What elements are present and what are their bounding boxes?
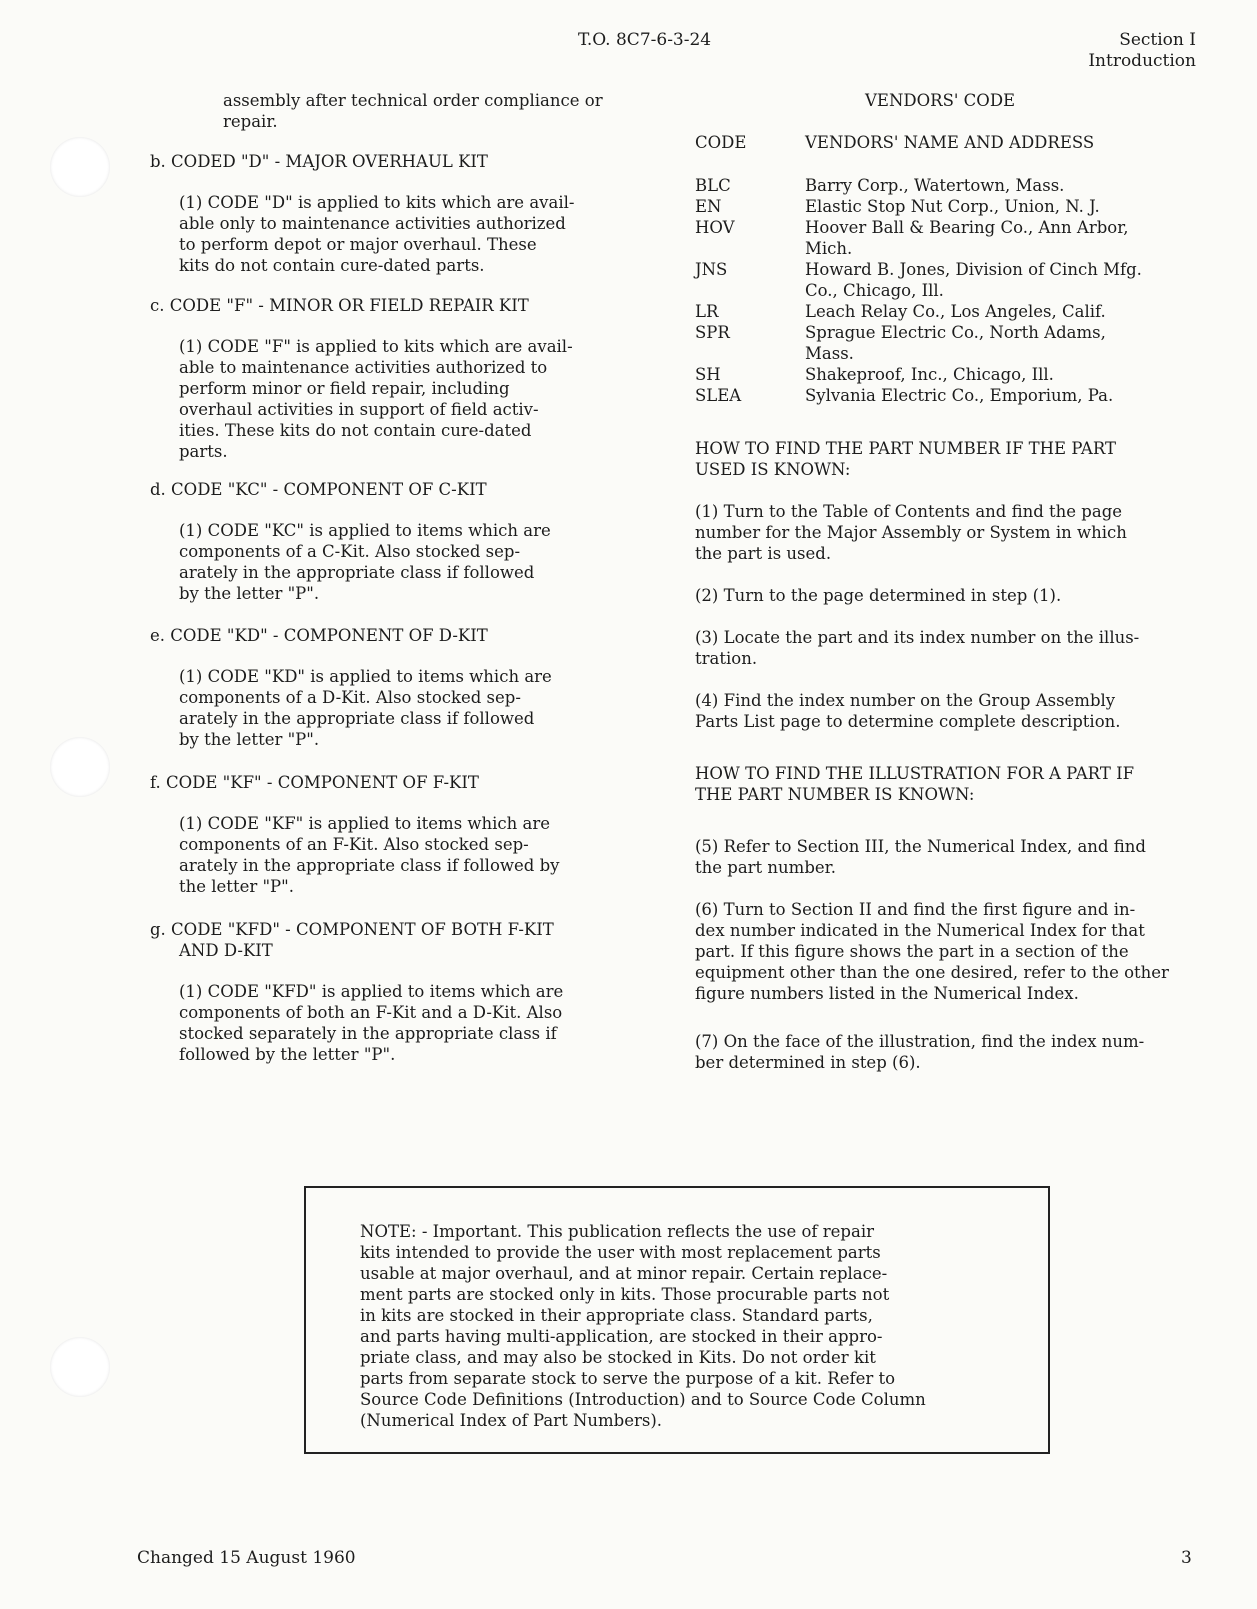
section-heading: USED IS KNOWN: <box>695 460 851 479</box>
step-line: (2) Turn to the page determined in step (1). <box>695 586 1062 605</box>
code-item-kf <box>150 772 559 897</box>
item-line: components of a D-Kit. Also stocked sep- <box>179 688 521 707</box>
binder-hole <box>50 737 110 797</box>
vendor-name-cont: Mich. <box>805 239 853 258</box>
vendor-name: Shakeproof, Inc., Chicago, Ill. <box>805 365 1054 384</box>
binder-hole <box>50 137 110 197</box>
item-line: components of an F-Kit. Also stocked sep- <box>179 835 529 854</box>
note-line: kits intended to provide the user with most replacement parts <box>360 1243 881 1262</box>
code-item-kd <box>150 625 552 750</box>
vendor-code: BLC <box>695 176 731 195</box>
vendor-name: Barry Corp., Watertown, Mass. <box>805 176 1065 195</box>
item-line: able only to maintenance activities authorized <box>179 214 566 233</box>
vendor-row <box>695 385 1195 406</box>
item-line: components of both an F-Kit and a D-Kit. Also <box>179 1003 563 1022</box>
vendor-name-cont: Co., Chicago, Ill. <box>805 281 944 300</box>
vendor-code: EN <box>695 197 722 216</box>
section-heading: HOW TO FIND THE PART NUMBER IF THE PART <box>695 439 1116 458</box>
item-heading: d. CODE "KC" - COMPONENT OF C-KIT <box>150 480 487 499</box>
note-line: and parts having multi-application, are stocked in their appro- <box>360 1327 883 1346</box>
vendor-name-cont: Mass. <box>805 344 854 363</box>
col-header-code: CODE <box>695 133 747 152</box>
doc-number: T.O. 8C7-6-3-24 <box>578 30 712 50</box>
item-heading-cont: AND D-KIT <box>179 941 273 960</box>
vendor-name: Howard B. Jones, Division of Cinch Mfg. <box>805 260 1142 279</box>
vendor-row <box>695 196 1195 217</box>
item-line: arately in the appropriate class if followed <box>179 709 535 728</box>
step-line: number for the Major Assembly or System in which <box>695 523 1127 542</box>
vendor-row <box>695 217 1195 259</box>
step-4 <box>695 690 1121 732</box>
step-line: (4) Find the index number on the Group Assembly <box>695 691 1116 710</box>
note-line: parts from separate stock to serve the purpose of a kit. Refer to <box>360 1369 896 1388</box>
section-label: Section I <box>1119 30 1196 50</box>
item-line: arately in the appropriate class if followed by <box>179 856 560 875</box>
step-line: (6) Turn to Section II and find the first figure and in- <box>695 900 1136 919</box>
item-line: (1) CODE "KC" is applied to items which are <box>179 521 551 540</box>
vendor-row <box>695 322 1195 364</box>
section-heading: HOW TO FIND THE ILLUSTRATION FOR A PART IF <box>695 764 1135 783</box>
code-item-d <box>150 151 574 276</box>
step-line: (5) Refer to Section III, the Numerical Index, and find <box>695 837 1146 856</box>
step-line: ber determined in step (6). <box>695 1053 921 1072</box>
note-line: priate class, and may also be stocked in Kits. Do not order kit <box>360 1348 876 1367</box>
item-line: overhaul activities in support of field activ- <box>179 400 539 419</box>
item-heading: g. CODE "KFD" - COMPONENT OF BOTH F-KIT <box>150 920 554 939</box>
intro-line: repair. <box>223 112 278 131</box>
vendors-table <box>695 132 1195 406</box>
item-line: (1) CODE "KD" is applied to items which are <box>179 667 552 686</box>
item-heading: f. CODE "KF" - COMPONENT OF F-KIT <box>150 773 479 792</box>
note-line: NOTE: - Important. This publication reflects the use of repair <box>360 1222 874 1241</box>
vendors-table-header <box>695 132 1195 153</box>
section-heading: THE PART NUMBER IS KNOWN: <box>695 785 975 804</box>
vendor-name: Leach Relay Co., Los Angeles, Calif. <box>805 302 1106 321</box>
important-note-text <box>360 1221 1000 1431</box>
vendor-row <box>695 259 1195 301</box>
step-line: dex number indicated in the Numerical Index for that <box>695 921 1145 940</box>
item-line: perform minor or field repair, including <box>179 379 510 398</box>
item-line: by the letter "P". <box>179 730 320 749</box>
item-line: ities. These kits do not contain cure-dated <box>179 421 532 440</box>
step-3 <box>695 627 1139 669</box>
note-line: usable at major overhaul, and at minor repair. Certain replace- <box>360 1264 888 1283</box>
step-1 <box>695 501 1127 564</box>
illustration-heading <box>695 763 1134 805</box>
step-line: figure numbers listed in the Numerical Index. <box>695 984 1079 1003</box>
item-line: by the letter "P". <box>179 584 320 603</box>
code-item-kc <box>150 479 551 604</box>
item-line: to perform depot or major overhaul. These <box>179 235 537 254</box>
item-line: kits do not contain cure-dated parts. <box>179 256 485 275</box>
col-header-name: VENDORS' NAME AND ADDRESS <box>805 133 1095 152</box>
intro-text <box>223 90 603 132</box>
item-heading: b. CODED "D" - MAJOR OVERHAUL KIT <box>150 152 488 171</box>
item-line: followed by the letter "P". <box>179 1045 396 1064</box>
item-line: (1) CODE "KF" is applied to items which are <box>179 814 551 833</box>
item-heading: c. CODE "F" - MINOR OR FIELD REPAIR KIT <box>150 296 529 315</box>
step-line: Parts List page to determine complete description. <box>695 712 1121 731</box>
vendor-code: HOV <box>695 218 735 237</box>
step-line: tration. <box>695 649 758 668</box>
vendor-name: Sprague Electric Co., North Adams, <box>805 323 1106 342</box>
note-line: (Numerical Index of Part Numbers). <box>360 1411 663 1430</box>
item-line: components of a C-Kit. Also stocked sep- <box>179 542 521 561</box>
vendor-code: JNS <box>695 260 728 279</box>
vendor-code: SH <box>695 365 721 384</box>
section-title: Introduction <box>1088 51 1196 71</box>
vendor-name: Hoover Ball & Bearing Co., Ann Arbor, <box>805 218 1129 237</box>
item-line: (1) CODE "KFD" is applied to items which are <box>179 982 564 1001</box>
note-line: ment parts are stocked only in kits. Those procurable parts not <box>360 1285 890 1304</box>
vendor-code: LR <box>695 302 719 321</box>
vendor-row <box>695 175 1195 196</box>
step-line: (3) Locate the part and its index number on the illus- <box>695 628 1140 647</box>
vendor-name: Sylvania Electric Co., Emporium, Pa. <box>805 386 1114 405</box>
step-6 <box>695 899 1169 1004</box>
change-date: Changed 15 August 1960 <box>137 1548 356 1568</box>
item-line: stocked separately in the appropriate class if <box>179 1024 557 1043</box>
vendor-code: SLEA <box>695 386 742 405</box>
step-line: the part number. <box>695 858 836 877</box>
step-line: the part is used. <box>695 544 832 563</box>
vendor-name: Elastic Stop Nut Corp., Union, N. J. <box>805 197 1100 216</box>
code-item-kfd <box>150 919 563 1065</box>
item-line: (1) CODE "D" is applied to kits which are avail- <box>179 193 575 212</box>
vendors-title: VENDORS' CODE <box>865 91 1016 110</box>
item-line: parts. <box>179 442 228 461</box>
code-item-f <box>150 295 573 462</box>
howto-part-number <box>695 438 1195 1072</box>
item-line: the letter "P". <box>179 877 294 896</box>
important-note-box <box>304 1186 1050 1454</box>
step-7 <box>695 1031 1144 1073</box>
item-heading: e. CODE "KD" - COMPONENT OF D-KIT <box>150 626 488 645</box>
vendor-code: SPR <box>695 323 730 342</box>
note-line: in kits are stocked in their appropriate class. Standard parts, <box>360 1306 873 1325</box>
step-2 <box>695 585 1061 606</box>
step-line: equipment other than the one desired, refer to the other <box>695 963 1169 982</box>
page-number: 3 <box>1181 1548 1192 1568</box>
note-line: Source Code Definitions (Introduction) and to Source Code Column <box>360 1390 926 1409</box>
vendor-row <box>695 301 1195 322</box>
step-line: (7) On the face of the illustration, find the index num- <box>695 1032 1145 1051</box>
step-line: (1) Turn to the Table of Contents and find the page <box>695 502 1123 521</box>
item-line: (1) CODE "F" is applied to kits which are avail- <box>179 337 573 356</box>
item-line: able to maintenance activities authorized to <box>179 358 548 377</box>
intro-line: assembly after technical order compliance or <box>223 91 603 110</box>
binder-hole <box>50 1337 110 1397</box>
step-5 <box>695 836 1146 878</box>
step-line: part. If this figure shows the part in a section of the <box>695 942 1129 961</box>
item-line: arately in the appropriate class if followed <box>179 563 535 582</box>
vendor-row <box>695 364 1195 385</box>
